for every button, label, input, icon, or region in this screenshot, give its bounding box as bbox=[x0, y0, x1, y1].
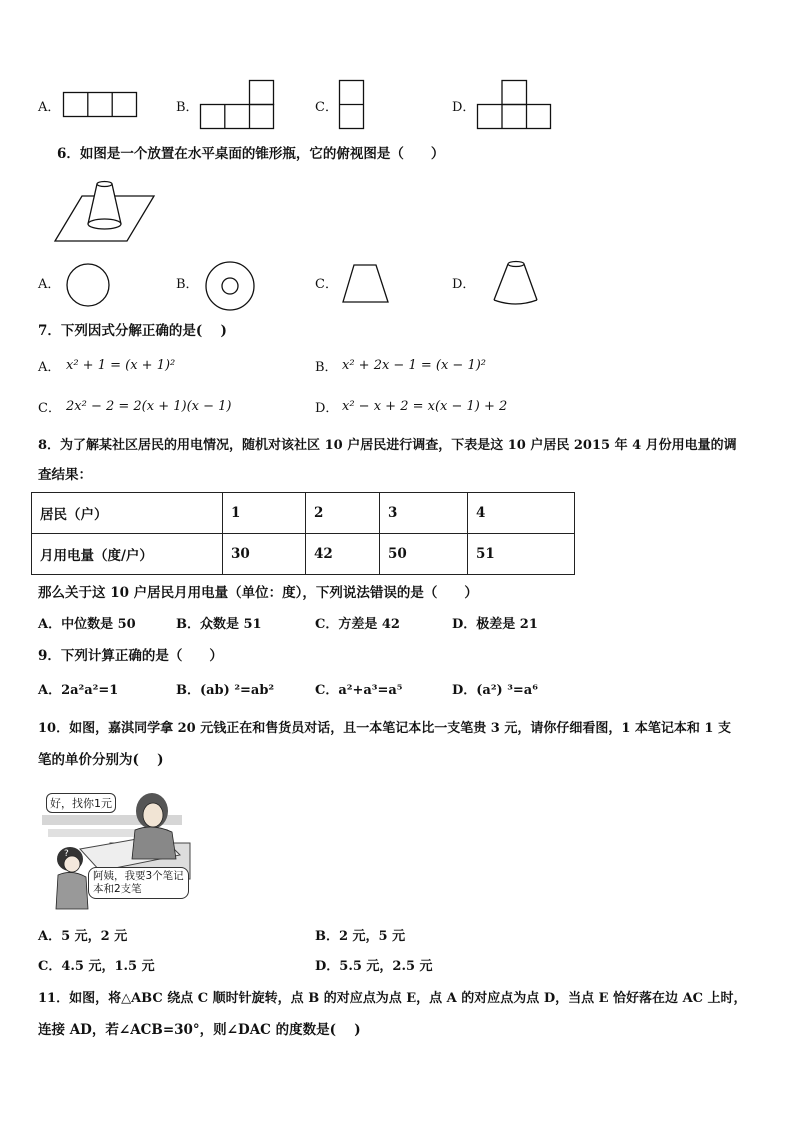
q7-option-a-label: A． bbox=[38, 360, 61, 375]
table-cell: 居民（户） bbox=[32, 493, 223, 534]
q7-option-c-label: C． bbox=[38, 401, 61, 416]
q5-option-a-label: A． bbox=[38, 100, 61, 115]
q7-option-d-expr: x² − x + 2 = x(x − 1) + 2 bbox=[342, 399, 508, 414]
svg-text:?: ? bbox=[64, 849, 69, 859]
q6-cone-flask-figure bbox=[55, 178, 155, 243]
q6-option-d-label: D． bbox=[452, 277, 476, 292]
q10-speech-text-bottom-2: 本和2支笔 bbox=[93, 883, 142, 895]
q9-option-c: C．a²+a³=a⁵ bbox=[315, 683, 403, 698]
q8-option-d: D．极差是 21 bbox=[452, 617, 538, 632]
q10-option-c: C．4.5 元，1.5 元 bbox=[38, 959, 155, 974]
q6-option-d-cone bbox=[494, 260, 540, 308]
q6-option-c-trapezoid bbox=[342, 264, 390, 304]
q8-followup: 那么关于这 10 户居民月用电量（单位：度），下列说法错误的是（ ） bbox=[38, 585, 478, 601]
table-cell: 51 bbox=[468, 534, 575, 575]
q10-speech-text-bottom-1: 阿姨，我要3个笔记 bbox=[93, 870, 184, 882]
q10-stem-line2: 笔的单价分别为( ) bbox=[38, 752, 164, 768]
table-cell: 月用电量（度/户） bbox=[32, 534, 223, 575]
q5-option-d-figure bbox=[477, 80, 553, 130]
q7-stem: 7．下列因式分解正确的是( ) bbox=[38, 323, 227, 339]
q11-stem-line1: 11．如图，将△ABC 绕点 C 顺时针旋转，点 B 的对应点为点 E，点 A 的对应点为点 D，当点 E 恰好落在边 AC 上时， bbox=[38, 991, 747, 1006]
q10-stem-line1: 10．如图，嘉淇同学拿 20 元钱正在和售货员对话，且一本笔记本比一支笔贵 3 元，请你仔细看图，1 本笔记本和 1 支 bbox=[38, 721, 731, 736]
q6-option-c-label: C． bbox=[315, 277, 338, 292]
q7-option-d-label: D． bbox=[315, 401, 339, 416]
q6-option-a-circle bbox=[66, 263, 112, 309]
table-cell: 50 bbox=[380, 534, 468, 575]
q11-stem-line2: 连接 AD，若∠ACB=30°，则∠DAC 的度数是( ) bbox=[38, 1022, 361, 1038]
q10-speech-bubble-bottom bbox=[88, 867, 189, 899]
q8-option-a: A．中位数是 50 bbox=[38, 617, 136, 632]
q10-speech-bubble-top bbox=[46, 793, 116, 813]
q6-stem: 6．如图是一个放置在水平桌面的锥形瓶，它的俯视图是（ ） bbox=[57, 146, 445, 162]
q10-option-d: D．5.5 元，2.5 元 bbox=[315, 959, 433, 974]
q5-option-c-figure bbox=[339, 80, 365, 130]
table-cell: 2 bbox=[306, 493, 380, 534]
q9-option-d: D．(a²) ³=a⁶ bbox=[452, 683, 538, 698]
q8-stem-line2: 查结果： bbox=[38, 467, 92, 483]
q6-option-a-label: A． bbox=[38, 277, 61, 292]
q10-option-a: A．5 元，2 元 bbox=[38, 929, 128, 944]
q9-stem: 9．下列计算正确的是（ ） bbox=[38, 648, 223, 664]
q8-usage-table bbox=[31, 492, 575, 575]
q9-option-a: A．2a²a²=1 bbox=[38, 683, 119, 698]
table-cell: 3 bbox=[380, 493, 468, 534]
q10-comic-illustration bbox=[40, 785, 200, 913]
q7-option-c-expr: 2x² − 2 = 2(x + 1)(x − 1) bbox=[66, 399, 232, 414]
q7-option-b-label: B． bbox=[315, 360, 338, 375]
q8-option-b: B．众数是 51 bbox=[176, 617, 262, 632]
q8-stem-line1: 8．为了解某社区居民的用电情况，随机对该社区 10 户居民进行调查，下表是这 10 户居民 2015 年 4 月份用电量的调 bbox=[38, 438, 737, 453]
table-cell: 1 bbox=[223, 493, 306, 534]
q7-option-b-expr: x² + 2x − 1 = (x − 1)² bbox=[342, 358, 487, 373]
q5-option-a-figure bbox=[63, 92, 138, 118]
table-row bbox=[32, 534, 575, 575]
table-row bbox=[32, 493, 575, 534]
table-cell: 4 bbox=[468, 493, 575, 534]
q5-option-c-label: C． bbox=[315, 100, 338, 115]
q6-option-b-concentric-circles bbox=[205, 261, 257, 313]
q10-speech-text-top: 好，找你1元 bbox=[50, 797, 112, 810]
table-cell: 30 bbox=[223, 534, 306, 575]
q7-option-a-expr: x² + 1 = (x + 1)² bbox=[66, 358, 176, 373]
q5-option-b-label: B． bbox=[176, 100, 199, 115]
q6-option-b-label: B． bbox=[176, 277, 199, 292]
q9-option-b: B．(ab) ²=ab² bbox=[176, 683, 275, 698]
q5-option-b-figure bbox=[200, 80, 276, 130]
table-cell: 42 bbox=[306, 534, 380, 575]
q10-option-b: B．2 元，5 元 bbox=[315, 929, 406, 944]
q8-option-c: C．方差是 42 bbox=[315, 617, 400, 632]
q5-option-d-label: D． bbox=[452, 100, 476, 115]
